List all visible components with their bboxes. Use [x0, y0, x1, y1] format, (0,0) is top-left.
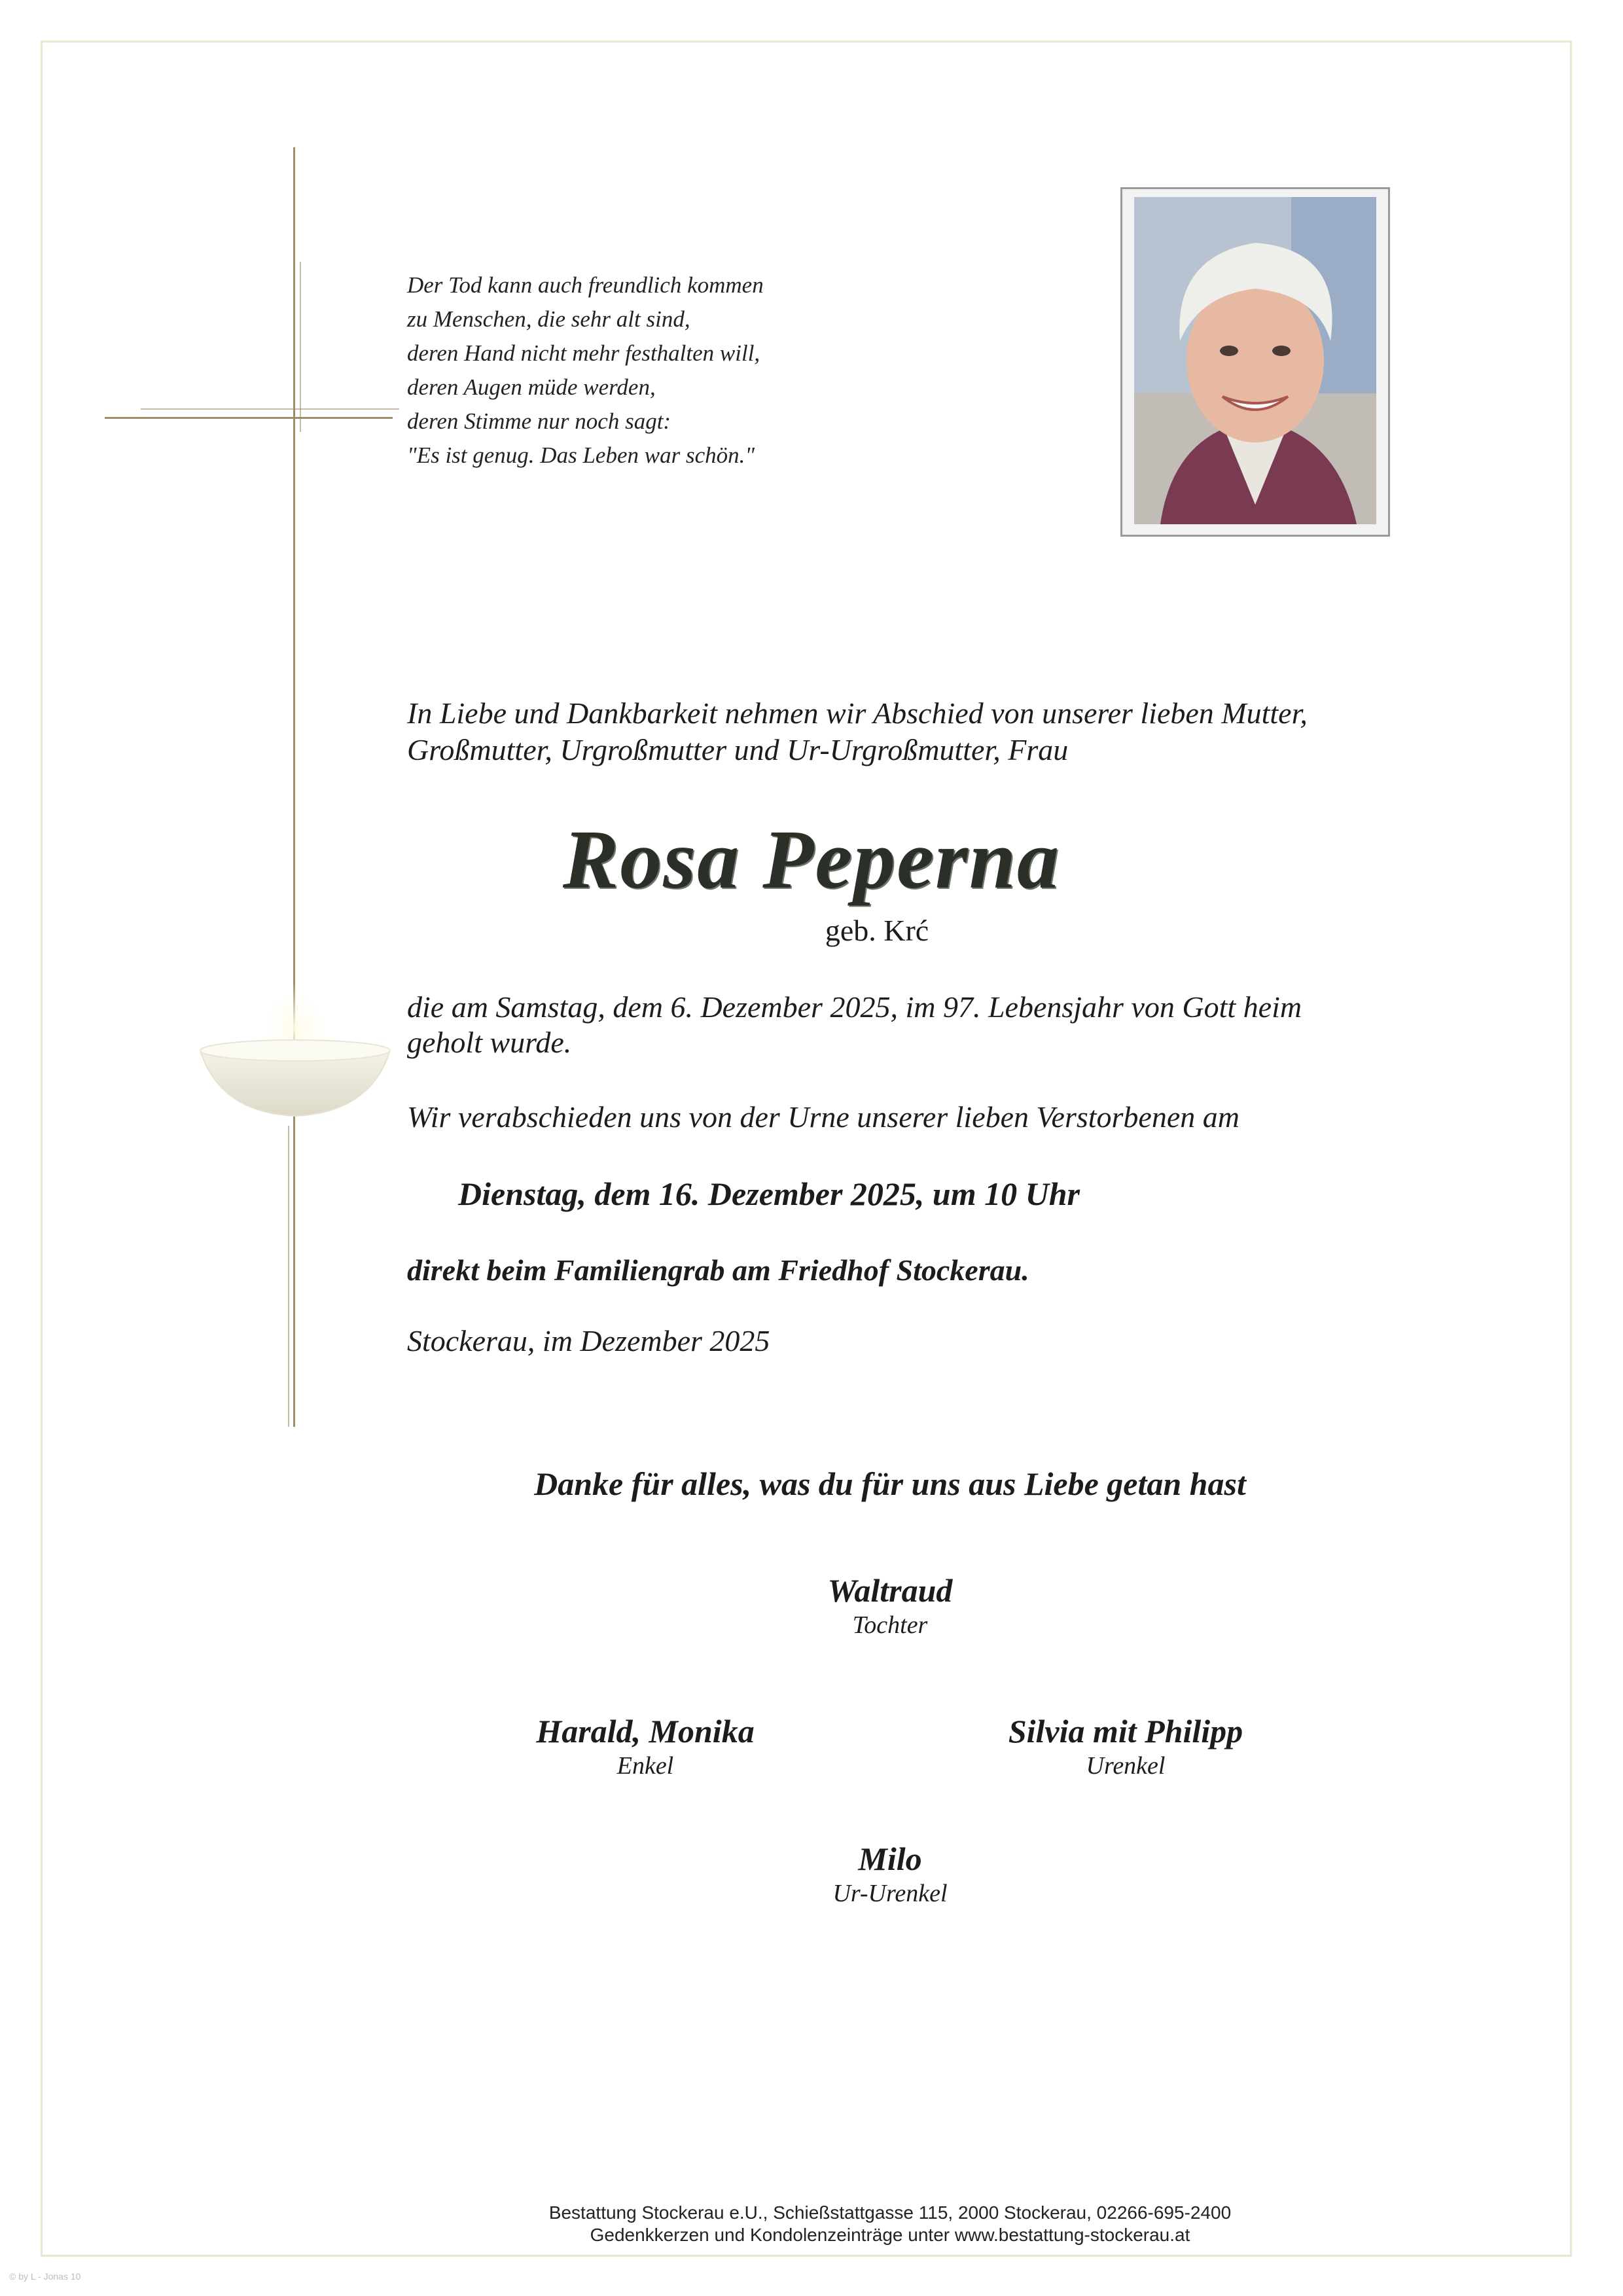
poem-line: deren Hand nicht mehr festhalten will,: [407, 340, 760, 366]
copyright-note: © by L - Jonas 10: [9, 2271, 81, 2282]
mourner: [449, 1712, 842, 1781]
mourner: [694, 1839, 1086, 1909]
intro-text: [407, 695, 1389, 768]
portrait-frame: [1120, 187, 1390, 537]
poem-line: Der Tod kann auch freundlich kommen: [407, 272, 764, 298]
footer-website: Gedenkkerzen und Kondolenzeinträge unter www.bestattung-stockerau.at: [590, 2225, 1190, 2245]
poem: [407, 268, 904, 473]
poem-line: deren Stimme nur noch sagt:: [407, 408, 671, 434]
poem-line: "Es ist genug. Das Leben war schön.": [407, 442, 755, 468]
portrait-photo: [1134, 197, 1376, 524]
mourner: [694, 1571, 1086, 1640]
mourner-relation: Enkel: [616, 1752, 674, 1780]
ceremony-place: direkt beim Familiengrab am Friedhof Stockerau.: [407, 1253, 1029, 1287]
farewell-text: Wir verabschieden uns von der Urne unserer lieben Verstorbenen am: [407, 1100, 1240, 1134]
mourner-relation: Urenkel: [1086, 1752, 1166, 1780]
mourner: [929, 1712, 1322, 1781]
mourner-name: Milo: [858, 1840, 922, 1877]
mourner-name: Silvia mit Philipp: [1008, 1713, 1243, 1749]
thanks-line: Danke für alles, was du für uns aus Liebe getan hast: [534, 1465, 1246, 1502]
death-line: die am Samstag, dem 6. Dezember 2025, im 97. Lebensjahr von Gott heim: [407, 990, 1302, 1024]
death-line: geholt wurde.: [407, 1026, 572, 1059]
intro-line: In Liebe und Dankbarkeit nehmen wir Abschied von unserer lieben Mutter,: [407, 696, 1308, 730]
intro-line: Großmutter, Urgroßmutter und Ur-Urgroßmutter, Frau: [407, 733, 1069, 766]
deceased-name: Rosa Peperna: [563, 813, 1060, 906]
mourner-name: Harald, Monika: [536, 1713, 755, 1749]
footer: [0, 2202, 1623, 2246]
candle-bowl-icon: [187, 982, 403, 1126]
mourner-relation: Ur-Urenkel: [832, 1880, 948, 1907]
mourner-relation: Tochter: [852, 1611, 928, 1639]
death-text: [407, 990, 1389, 1060]
poem-line: deren Augen müde werden,: [407, 374, 656, 400]
mourner-name: Waltraud: [827, 1572, 953, 1609]
city-date: Stockerau, im Dezember 2025: [407, 1324, 770, 1357]
poem-line: zu Menschen, die sehr alt sind,: [407, 306, 690, 332]
footer-address: Bestattung Stockerau e.U., Schießstattgasse 115, 2000 Stockerau, 02266-695-2400: [548, 2202, 1232, 2223]
birth-name: geb. Krć: [825, 914, 929, 947]
ceremony-date: Dienstag, dem 16. Dezember 2025, um 10 Uhr: [458, 1175, 1080, 1212]
